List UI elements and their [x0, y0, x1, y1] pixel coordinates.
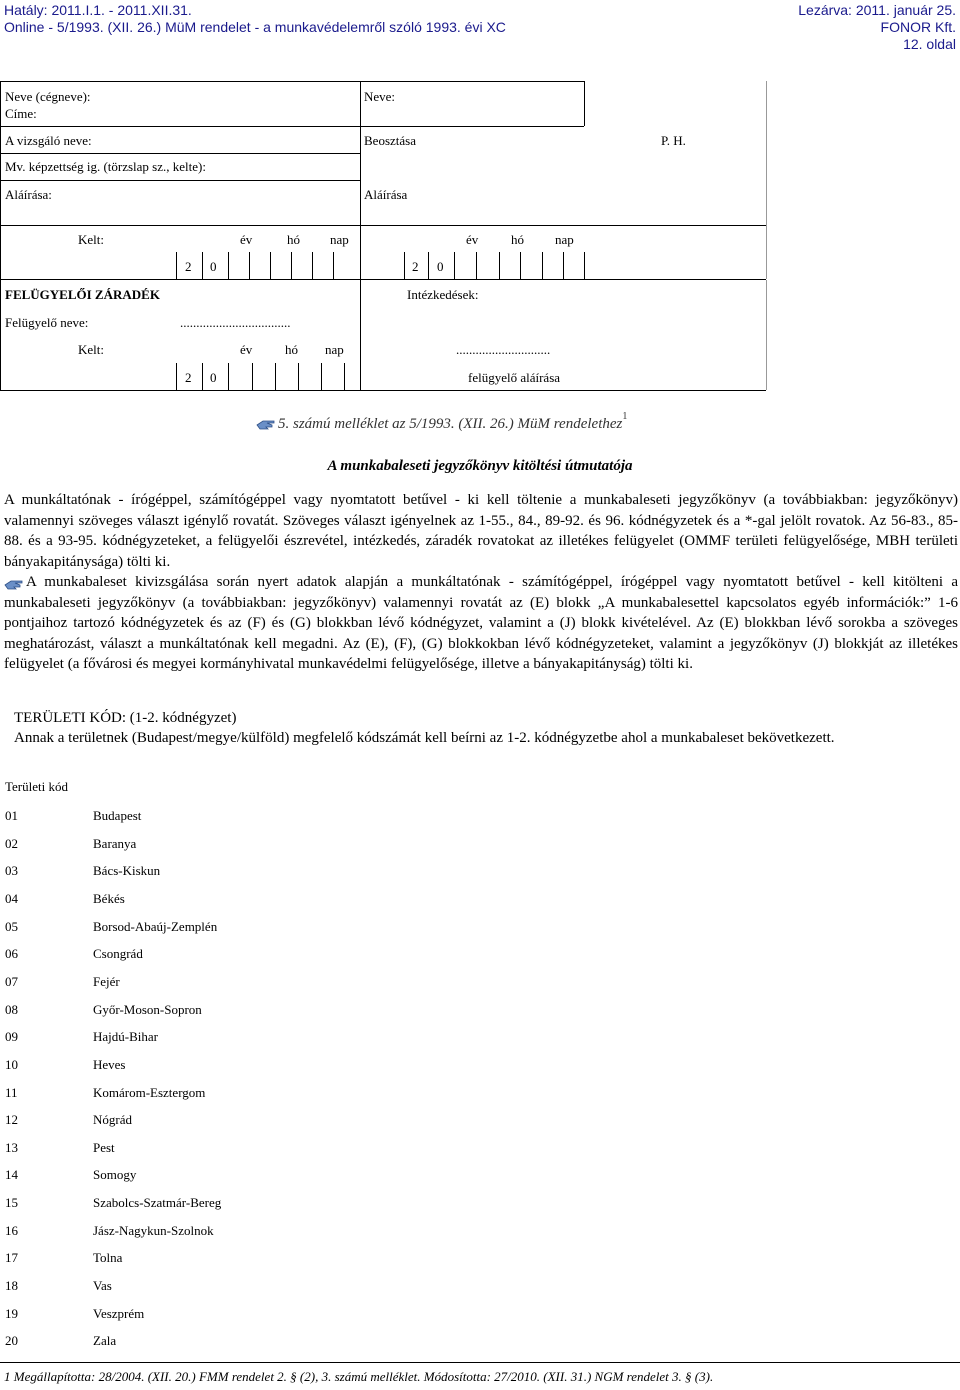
code-number: 16: [5, 1222, 18, 1238]
code-number: 08: [5, 1001, 18, 1017]
regulation-title: Online - 5/1993. (XII. 26.) MüM rendelet - a munkavédelemről szóló 1993. évi XC: [4, 19, 506, 35]
footnote: [0, 1362, 960, 1384]
page-number: 12. oldal: [903, 36, 956, 52]
code-number: 10: [5, 1056, 18, 1072]
code-region-name: Csongrád: [93, 946, 143, 962]
code-number: 20: [5, 1333, 18, 1349]
name-label: Neve:: [364, 89, 396, 104]
year-digit-2: 2: [412, 259, 419, 274]
code-region-name: Bács-Kiskun: [93, 863, 161, 879]
code-region-name: Baranya: [93, 835, 137, 851]
inspector-clause-heading: FELÜGYELŐI ZÁRADÉK: [5, 287, 160, 302]
position-label: Beosztása: [364, 133, 416, 148]
code-number: 19: [5, 1305, 18, 1321]
footnote-text: 1 Megállapította: 28/2004. (XII. 20.) FMM rendelet 2. § (2), 3. számú melléklet. Módosította: 27/2010. (XII. 31.) NGM rendelet 3. § (3).: [4, 1369, 714, 1384]
code-number: 15: [5, 1195, 18, 1211]
footnote-marker: 1: [622, 411, 628, 422]
paragraph-2-text: A munkabaleset kivizsgálása során nyert adatok alapján a munkáltatónak - számítógéppel, írógéppel vagy nyomtatott betűvel - kell kitölteni a munkabaleseti jegyzőkönyv (a továbbiakban: jegyzőkönyv) valamennyi rovatát az (E) blokk „A munkabalesettel kapcsolatos egyéb információk:” 1-6 pontjaihoz tartozó kódnégyzetek és az (F) és (G) blokkban lévő kódnégyzet, valamint a (J) blokk kivételével. Az (E) blokkban lévő sorokba a szöveges meghatározást, választ a munkáltatónak kell megadni. Az (E), (F), (G) blokkokban lévő kódnégyzeteket, valamint a jegyzőkönyv (J) blokkját az illetékes felügyelet (a fővárosi és megyei kormányhivatal munkavédelmi felügyelősége, illetve a bányakapitányság) tölti ki.: [4, 574, 958, 672]
code-region-name: Nógrád: [93, 1112, 132, 1128]
code-region-name: Szabolcs-Szatmár-Bereg: [93, 1195, 222, 1211]
territorial-code-section: [4, 708, 958, 748]
code-region-name: Pest: [93, 1139, 115, 1155]
publisher: FONOR Kft.: [880, 19, 956, 35]
code-region-name: Borsod-Abaúj-Zemplén: [93, 918, 218, 934]
code-region-name: Komárom-Esztergom: [93, 1084, 206, 1100]
year-label: év: [240, 342, 253, 357]
code-number: 05: [5, 918, 18, 934]
code-number: 03: [5, 863, 18, 879]
signature-label: Aláírása:: [5, 187, 52, 202]
date-label: Kelt:: [78, 342, 104, 357]
code-region-name: Győr-Moson-Sopron: [93, 1001, 202, 1017]
code-number: 07: [5, 973, 18, 989]
seal-label: P. H.: [661, 133, 686, 148]
year-digit-0: 0: [437, 259, 444, 274]
paragraph-1: [4, 490, 958, 572]
code-region-name: Vas: [93, 1278, 112, 1294]
signature2-label: Aláírása: [364, 187, 408, 202]
pointing-hand-icon: [256, 419, 276, 431]
code-number: 09: [5, 1029, 18, 1045]
day-label: nap: [325, 342, 344, 357]
measures-label: Intézkedések:: [407, 287, 479, 302]
code-number: 14: [5, 1167, 18, 1183]
year-digit-2: 2: [185, 259, 192, 274]
month-label: hó: [285, 342, 298, 357]
code-number: 04: [5, 890, 18, 906]
paragraph-1-text: A munkáltatónak - írógéppel, számítógéppel vagy nyomtatott betűvel - ki kell töltenie a munkabaleseti jegyzőkönyv (a továbbiakban: jegyzőkönyv) valamennyi szöveges választ igénylő rovatát. Szöveges választ igényelnek az 1-55., 84., 89-92. és 96. kódnégyzetek és a *-gal jelölt rovatok. Az 56-83., 85-88. és a 93-95. kódnégyzeteket, a felügyelői észrevétel, intézkedés, záradék rovatokat az illetékes felügyelet (OMMF területi felügyelősége, MBH területi bányakapitánysága) tölti ki.: [4, 492, 958, 570]
code-region-name: Somogy: [93, 1167, 137, 1183]
inspector-name-label: Felügyelő neve:: [5, 315, 89, 330]
year-digit-0: 0: [210, 370, 217, 385]
validity-text: Hatály: 2011.I.1. - 2011.XII.31.: [4, 2, 192, 18]
section-heading: TERÜLETI KÓD: (1-2. kódnégyzet): [14, 710, 237, 726]
month-label: hó: [511, 232, 524, 247]
page-header-left: [4, 2, 506, 36]
day-label: nap: [555, 232, 574, 247]
year-digit-2: 2: [185, 370, 192, 385]
year-label: év: [466, 232, 479, 247]
year-digit-0: 0: [210, 259, 217, 274]
company-name-label: Neve (cégneve):: [5, 89, 91, 104]
code-region-name: Tolna: [93, 1250, 123, 1266]
day-label: nap: [330, 232, 349, 247]
page-header-right: [798, 2, 956, 53]
inspector-name-dots: ..................................: [180, 315, 291, 330]
section-text: Annak a területnek (Budapest/megye/külföld) megfelelő kódszámát kell beírni az 1-2. kódnégyzetbe ahol a munkabaleset bekövetkezett.: [14, 730, 835, 746]
annex-reference: [256, 411, 628, 433]
code-region-name: Budapest: [93, 808, 142, 823]
signature-dots: .............................: [456, 342, 551, 357]
paragraph-2: [4, 572, 958, 675]
code-region-name: Jász-Nagykun-Szolnok: [93, 1222, 214, 1238]
code-region-name: Zala: [93, 1333, 117, 1349]
codes-header: Területi kód: [5, 779, 68, 794]
year-label: év: [240, 232, 253, 247]
month-label: hó: [287, 232, 300, 247]
code-number: 06: [5, 946, 18, 962]
date-label: Kelt:: [78, 232, 104, 247]
pointing-hand-icon: [4, 577, 24, 589]
examiner-name-label: A vizsgáló neve:: [5, 133, 92, 148]
code-number: 18: [5, 1278, 18, 1294]
annex-reference-text: 5. számú melléklet az 5/1993. (XII. 26.) MüM rendelethez: [278, 416, 623, 432]
closed-date: Lezárva: 2011. január 25.: [798, 2, 956, 18]
code-number: 02: [5, 835, 18, 851]
code-region-name: Fejér: [93, 973, 120, 989]
code-number: 17: [5, 1250, 18, 1266]
code-number: 12: [5, 1112, 18, 1128]
inspector-signature-label: felügyelő aláírása: [468, 370, 561, 385]
code-region-name: Heves: [93, 1056, 126, 1072]
code-number: 13: [5, 1139, 18, 1155]
guide-title: A munkabaleseti jegyzőkönyv kitöltési útmutatója: [327, 458, 633, 474]
address-label: Címe:: [5, 106, 37, 121]
code-region-name: Hajdú-Bihar: [93, 1029, 158, 1045]
code-region-name: Békés: [93, 890, 125, 906]
code-number: 01: [5, 808, 18, 823]
code-region-name: Veszprém: [93, 1305, 145, 1321]
code-number: 11: [5, 1084, 18, 1100]
qualification-label: Mv. képzettség ig. (törzslap sz., kelte):: [5, 159, 206, 174]
